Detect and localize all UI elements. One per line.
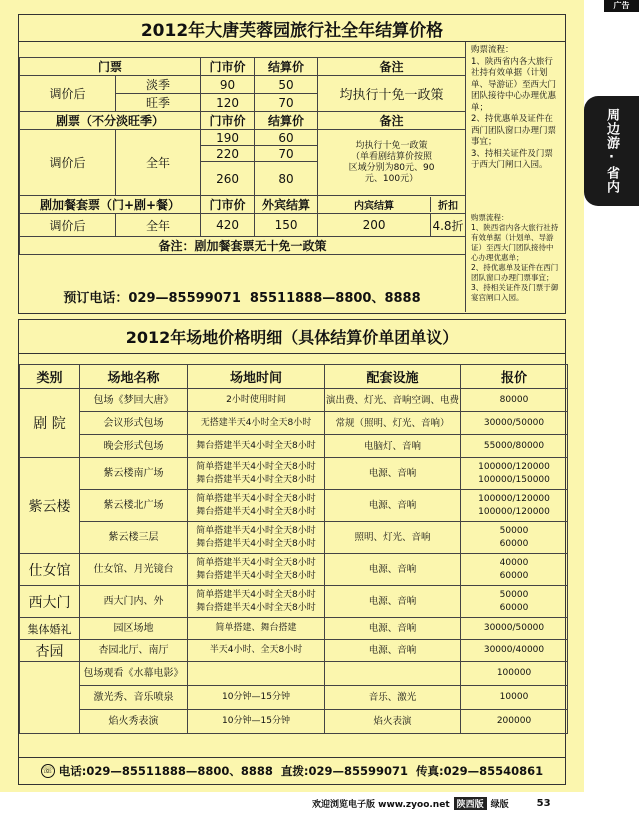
venue-name: 紫云楼三层: [80, 522, 188, 554]
venue-time: 简单搭建半天4小时全天8小时 舞台搭建半天4小时全天8小时: [188, 554, 325, 586]
venue-row: [20, 412, 568, 435]
venue-category: 杏园: [20, 640, 80, 662]
venue-price: 80000: [461, 389, 568, 412]
venue-equip: [325, 662, 461, 686]
side-tab: 周边游·省内: [584, 96, 639, 206]
ticket-season: 旺季: [116, 94, 201, 112]
venue-price: 50000 60000: [461, 522, 568, 554]
combo-retail: 420: [201, 214, 255, 237]
theatre-retail: 220: [201, 146, 255, 162]
venue-name: 园区场地: [80, 618, 188, 640]
venue-time: 10分钟—15分钟: [188, 686, 325, 710]
venue-table: [19, 364, 568, 734]
combo-period: 全年: [116, 214, 201, 237]
ticket-season: 淡季: [116, 76, 201, 94]
combo-header-name: 剧加餐套票（门+剧+餐）: [20, 196, 201, 214]
venue-time: 10分钟—15分钟: [188, 710, 325, 734]
venue-time: 2小时使用时间: [188, 389, 325, 412]
venue-time: 无搭建半天4小时全天8小时: [188, 412, 325, 435]
ticket-retail: 120: [201, 94, 255, 112]
phone-icon: ☏: [42, 766, 54, 776]
venue-name: 晚会形式包场: [80, 435, 188, 458]
theatre-adjusted-label: 调价后: [20, 130, 116, 196]
venue-category: 西大门: [20, 586, 80, 618]
venue-name: 包场《梦回大唐》: [80, 389, 188, 412]
ticket-settle: 70: [255, 94, 318, 112]
contact-line: [19, 757, 565, 784]
venue-equip: 电源、音响: [325, 586, 461, 618]
venue-row: [20, 490, 568, 522]
theatre-settle: 60: [255, 130, 318, 146]
theatre-header-note: 备注: [318, 112, 466, 130]
theatre-header-retail: 门市价: [201, 112, 255, 130]
venue-row: [20, 435, 568, 458]
venue-equip: 电源、音响: [325, 640, 461, 662]
venue-price: 10000: [461, 686, 568, 710]
ticket-header-name: 门票: [20, 58, 201, 76]
venue-category: 紫云楼: [20, 458, 80, 554]
venue-name: 包场观看《水幕电影》: [80, 662, 188, 686]
theatre-settle: 70: [255, 146, 318, 162]
venue-name: 仕女馆、月光镜台: [80, 554, 188, 586]
venue-header-name: 场地名称: [80, 365, 188, 389]
price-box: [18, 14, 566, 314]
venue-row: [20, 458, 568, 490]
venue-row: [20, 662, 568, 686]
page-number: 53: [536, 797, 551, 809]
ticket-settle: 50: [255, 76, 318, 94]
venue-equip: 电源、音响: [325, 554, 461, 586]
venue-time: 简单搭建半天4小时全天8小时 舞台搭建半天4小时全天8小时: [188, 458, 325, 490]
ticket-header-note: 备注: [318, 58, 466, 76]
venue-time: 简单搭建、舞台搭建: [188, 618, 325, 640]
combo-discount: 4.8折: [432, 218, 464, 233]
combo-domestic: 200: [318, 214, 431, 236]
ticket-adjusted-label: 调价后: [20, 76, 116, 112]
venue-equip: 演出费、灯光、音响空调、电费: [325, 389, 461, 412]
ticket-table: [19, 57, 466, 255]
venue-price: 100000: [461, 662, 568, 686]
venue-equip: 电源、音响: [325, 490, 461, 522]
booking-phone: 预订电话：029—85599071 85511888—8800、8888: [63, 290, 421, 306]
combo-header-inner: [318, 196, 466, 214]
venue-time: 半天4小时、全天8小时: [188, 640, 325, 662]
venue-name: 激光秀、音乐喷泉: [80, 686, 188, 710]
venue-equip: 电脑灯、音响: [325, 435, 461, 458]
venue-equip: 电源、音响: [325, 618, 461, 640]
theatre-period: 全年: [116, 130, 201, 196]
theatre-retail: 260: [201, 162, 255, 196]
venue-price: 30000/50000: [461, 618, 568, 640]
ticket-header-retail: 门市价: [201, 58, 255, 76]
venue-category: 仕女馆: [20, 554, 80, 586]
venue-header-time: 场地时间: [188, 365, 325, 389]
footer-badge: 陕西版: [454, 797, 487, 810]
venue-header-price: 报价: [461, 365, 568, 389]
venue-time: 简单搭建半天4小时全天8小时 舞台搭建半天4小时全天8小时: [188, 586, 325, 618]
venue-time: 舞台搭建半天4小时全天8小时: [188, 435, 325, 458]
ticket-retail: 90: [201, 76, 255, 94]
venue-time: [188, 662, 325, 686]
theatre-note: 均执行十免一政策（单看剧结算价按照区域分别为80元、90元、100元）: [318, 130, 466, 196]
combo-note: 备注：剧加餐套票无十免一政策: [20, 237, 466, 255]
venue-row: [20, 586, 568, 618]
combo-header-retail: 门市价: [201, 196, 255, 214]
venue-name: 紫云楼北广场: [80, 490, 188, 522]
venue-equip: 焰火表演: [325, 710, 461, 734]
venue-row: [20, 710, 568, 734]
venue-row: [20, 686, 568, 710]
venue-category: 集体婚礼: [20, 618, 80, 640]
venue-header-category: 类别: [20, 365, 80, 389]
combo-header-foreign: 外宾结算: [255, 196, 318, 214]
venue-time: 简单搭建半天4小时全天8小时 舞台搭建半天4小时全天8小时: [188, 522, 325, 554]
venue-price: 55000/80000: [461, 435, 568, 458]
venue-name: 杏园北厅、南厅: [80, 640, 188, 662]
venue-row: [20, 618, 568, 640]
ad-tag: 广告: [604, 0, 639, 12]
venue-equip: 常规（照明、灯光、音响）: [325, 412, 461, 435]
combo-header-discount: 折扣: [438, 201, 459, 212]
price-title: 2012年大唐芙蓉园旅行社全年结算价格: [19, 15, 565, 42]
theatre-settle: 80: [255, 162, 318, 196]
process-notes-b: 购票流程： 1、陕西省内各大旅行社持有效单据（计划单、导游证）至西大门团队接待中心办理优惠单； 2、持优惠单及证件在西门团队窗口办理门票事宜； 3、持相关证件及门票于御宴宫闸口入园。: [465, 210, 565, 312]
combo-header-domestic: 内宾结算: [318, 197, 431, 212]
venue-equip: 照明、灯光、音响: [325, 522, 461, 554]
venue-price: 40000 60000: [461, 554, 568, 586]
venue-price: 100000/120000 100000/150000: [461, 458, 568, 490]
venue-category: [20, 662, 80, 734]
ticket-header-settle: 结算价: [255, 58, 318, 76]
theatre-retail: 190: [201, 130, 255, 146]
footer-section: 绿版: [490, 799, 509, 810]
venue-price: 30000/50000: [461, 412, 568, 435]
venue-name: 西大门内、外: [80, 586, 188, 618]
theatre-header-settle: 结算价: [255, 112, 318, 130]
combo-adjusted-label: 调价后: [20, 214, 116, 237]
footer-text: 欢迎浏览电子版 www.zyoo.net: [312, 799, 450, 810]
combo-foreign: 150: [255, 214, 318, 237]
venue-name: 会议形式包场: [80, 412, 188, 435]
venue-time: 简单搭建半天4小时全天8小时 舞台搭建半天4小时全天8小时: [188, 490, 325, 522]
venue-row: [20, 554, 568, 586]
venue-box: [18, 319, 566, 785]
venue-name: 紫云楼南广场: [80, 458, 188, 490]
venue-equip: 音乐、激光: [325, 686, 461, 710]
ticket-note: 均执行十免一政策: [318, 76, 466, 112]
venue-name: 焰火秀表演: [80, 710, 188, 734]
venue-header-equip: 配套设施: [325, 365, 461, 389]
venue-equip: 电源、音响: [325, 458, 461, 490]
contact-text: 电话:029—85511888—8800、8888 直拨:029—85599071 传真:029—85540861: [58, 764, 544, 778]
process-notes-a: 购票流程： 1、陕西省内各大旅行社持有效单据（计划单、导游证）至西大门团队接待中心办理优惠单； 2、持优惠单及证件在西门团队窗口办理门票事宜； 3、持相关证件及门票于西大门闸口入园。: [465, 42, 565, 210]
theatre-header-name: 剧票（不分淡旺季）: [20, 112, 201, 130]
venue-row: [20, 522, 568, 554]
combo-inner-values: [318, 214, 466, 237]
venue-row: [20, 389, 568, 412]
venue-price: 200000: [461, 710, 568, 734]
venue-title: 2012年场地价格明细（具体结算价单团单议）: [19, 320, 565, 354]
venue-category: 剧 院: [20, 389, 80, 458]
venue-price: 30000/40000: [461, 640, 568, 662]
venue-price: 100000/120000 100000/120000: [461, 490, 568, 522]
venue-price: 50000 60000: [461, 586, 568, 618]
venue-row: [20, 640, 568, 662]
footer: [0, 792, 639, 814]
